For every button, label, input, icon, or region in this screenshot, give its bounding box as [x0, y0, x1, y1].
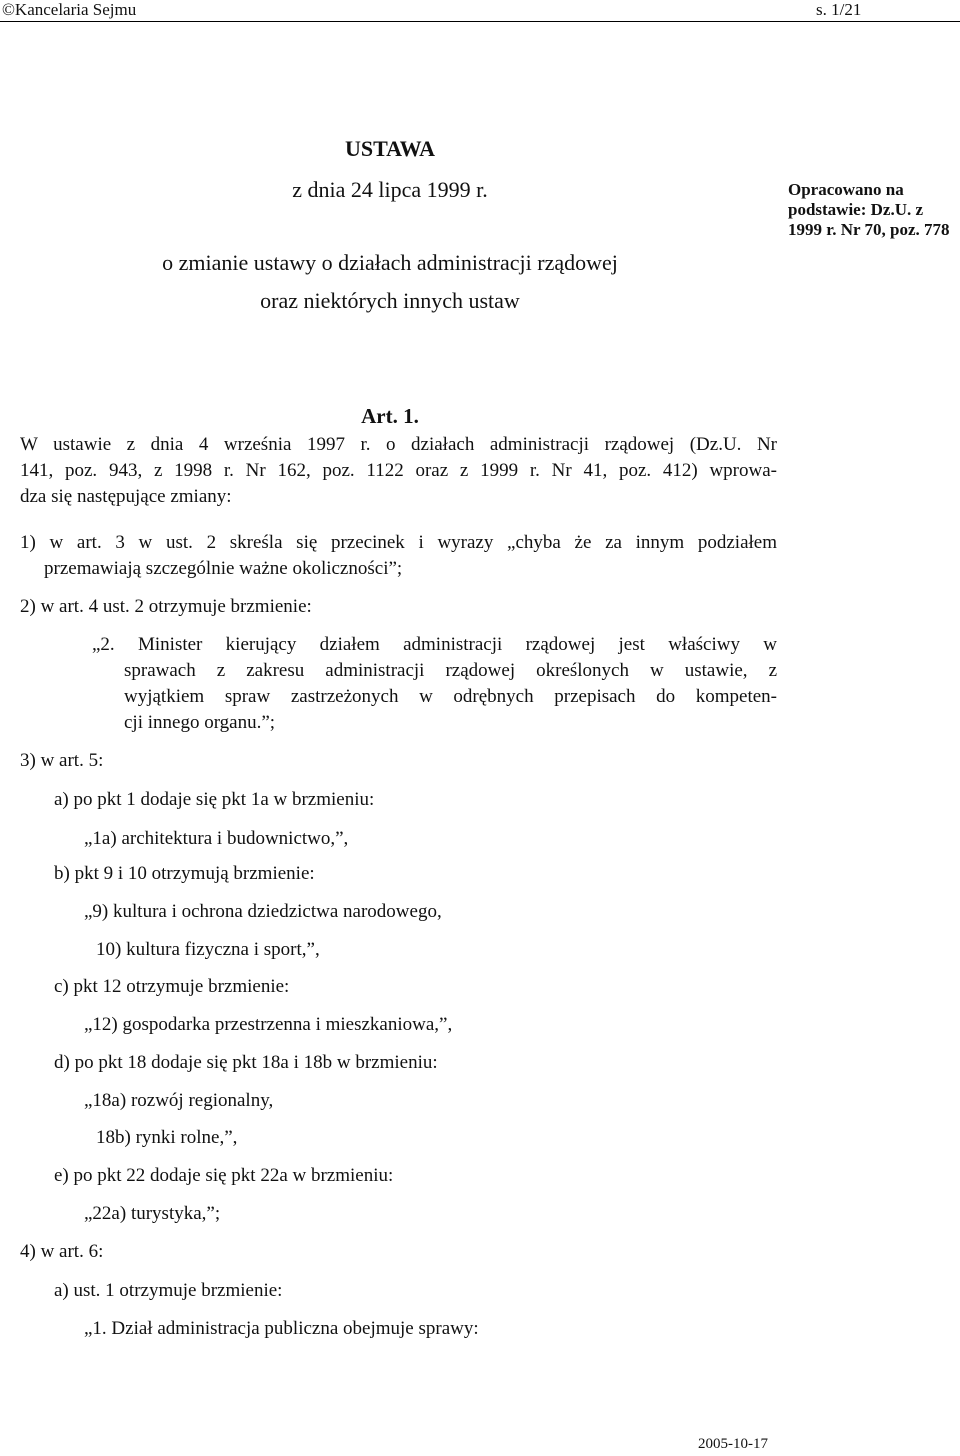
header-copyright: ©Kancelaria Sejmu: [2, 0, 137, 19]
point-2-quote: [92, 632, 777, 658]
point-3c: c) pkt 12 otrzymuje brzmienie:: [54, 976, 290, 997]
source-note: Opracowano na podstawie: Dz.U. z 1999 r. Nr 70, poz. 778: [788, 180, 950, 239]
act-type-title: USTAWA: [344, 136, 436, 161]
point-4a: a) ust. 1 otrzymuje brzmienie:: [54, 1280, 283, 1301]
point-3d-quote-1: „18a) rozwój regionalny,: [84, 1090, 274, 1111]
quote-line: cji innego organu.”;: [124, 712, 276, 733]
point-3d-quote-2: 18b) rynki rolne,”,: [96, 1127, 238, 1148]
point-3a-quote: „1a) architektura i budownictwo,”,: [84, 828, 349, 849]
point-1: [20, 530, 777, 556]
quote-line: sprawach z zakresu administracji rządowej określonych w ustawie, z: [124, 660, 777, 681]
page-number: s. 1/21: [816, 0, 862, 19]
act-date: z dnia 24 lipca 1999 r.: [292, 177, 488, 202]
point-2: 2) w art. 4 ust. 2 otrzymuje brzmienie:: [20, 596, 312, 617]
quote-line: „2. Minister kierujący działem administracji rządowej jest właściwy w: [92, 634, 777, 655]
footer-date: 2005-10-17: [698, 1436, 768, 1452]
point-3: 3) w art. 5:: [20, 750, 104, 771]
point-2-quote-cont: [124, 658, 777, 736]
intro-line: W ustawie z dnia 4 września 1997 r. o działach administracji rządowej (Dz.U. Nr: [20, 434, 777, 455]
point-4: 4) w art. 6:: [20, 1241, 104, 1262]
point-3a: a) po pkt 1 dodaje się pkt 1a w brzmieniu:: [54, 789, 375, 810]
point-3b: b) pkt 9 i 10 otrzymują brzmienie:: [54, 863, 315, 884]
point-3c-quote: „12) gospodarka przestrzenna i mieszkaniowa,”,: [84, 1014, 453, 1035]
point-3b-quote-1: „9) kultura i ochrona dziedzictwa narodowego,: [84, 901, 442, 922]
article-heading: Art. 1.: [361, 404, 419, 428]
point-3b-quote-2: 10) kultura fizyczna i sport,”,: [96, 939, 320, 960]
quote-line: wyjątkiem spraw zastrzeżonych w odrębnych przepisach do kompeten-: [124, 686, 777, 707]
point-1-line: przemawiają szczególnie ważne okoliczności”;: [44, 558, 403, 579]
point-1-line: 1) w art. 3 w ust. 2 skreśla się przecinek i wyrazy „chyba że za innym podziałem: [20, 532, 777, 553]
intro-paragraph: [20, 432, 777, 510]
point-3e-quote: „22a) turystyka,”;: [84, 1203, 221, 1224]
intro-line: 141, poz. 943, z 1998 r. Nr 162, poz. 1122 oraz z 1999 r. Nr 41, poz. 412) wprowa-: [20, 460, 777, 481]
point-3d: d) po pkt 18 dodaje się pkt 18a i 18b w brzmieniu:: [54, 1052, 438, 1073]
point-4a-quote: „1. Dział administracja publiczna obejmuje sprawy:: [84, 1318, 479, 1339]
point-3e: e) po pkt 22 dodaje się pkt 22a w brzmieniu:: [54, 1165, 394, 1186]
act-subject-line-2: oraz niektórych innych ustaw: [260, 288, 520, 313]
intro-line: dza się następujące zmiany:: [20, 486, 232, 507]
act-subject-line-1: o zmianie ustawy o działach administracji rządowej: [162, 250, 618, 275]
header-divider: [0, 21, 960, 22]
